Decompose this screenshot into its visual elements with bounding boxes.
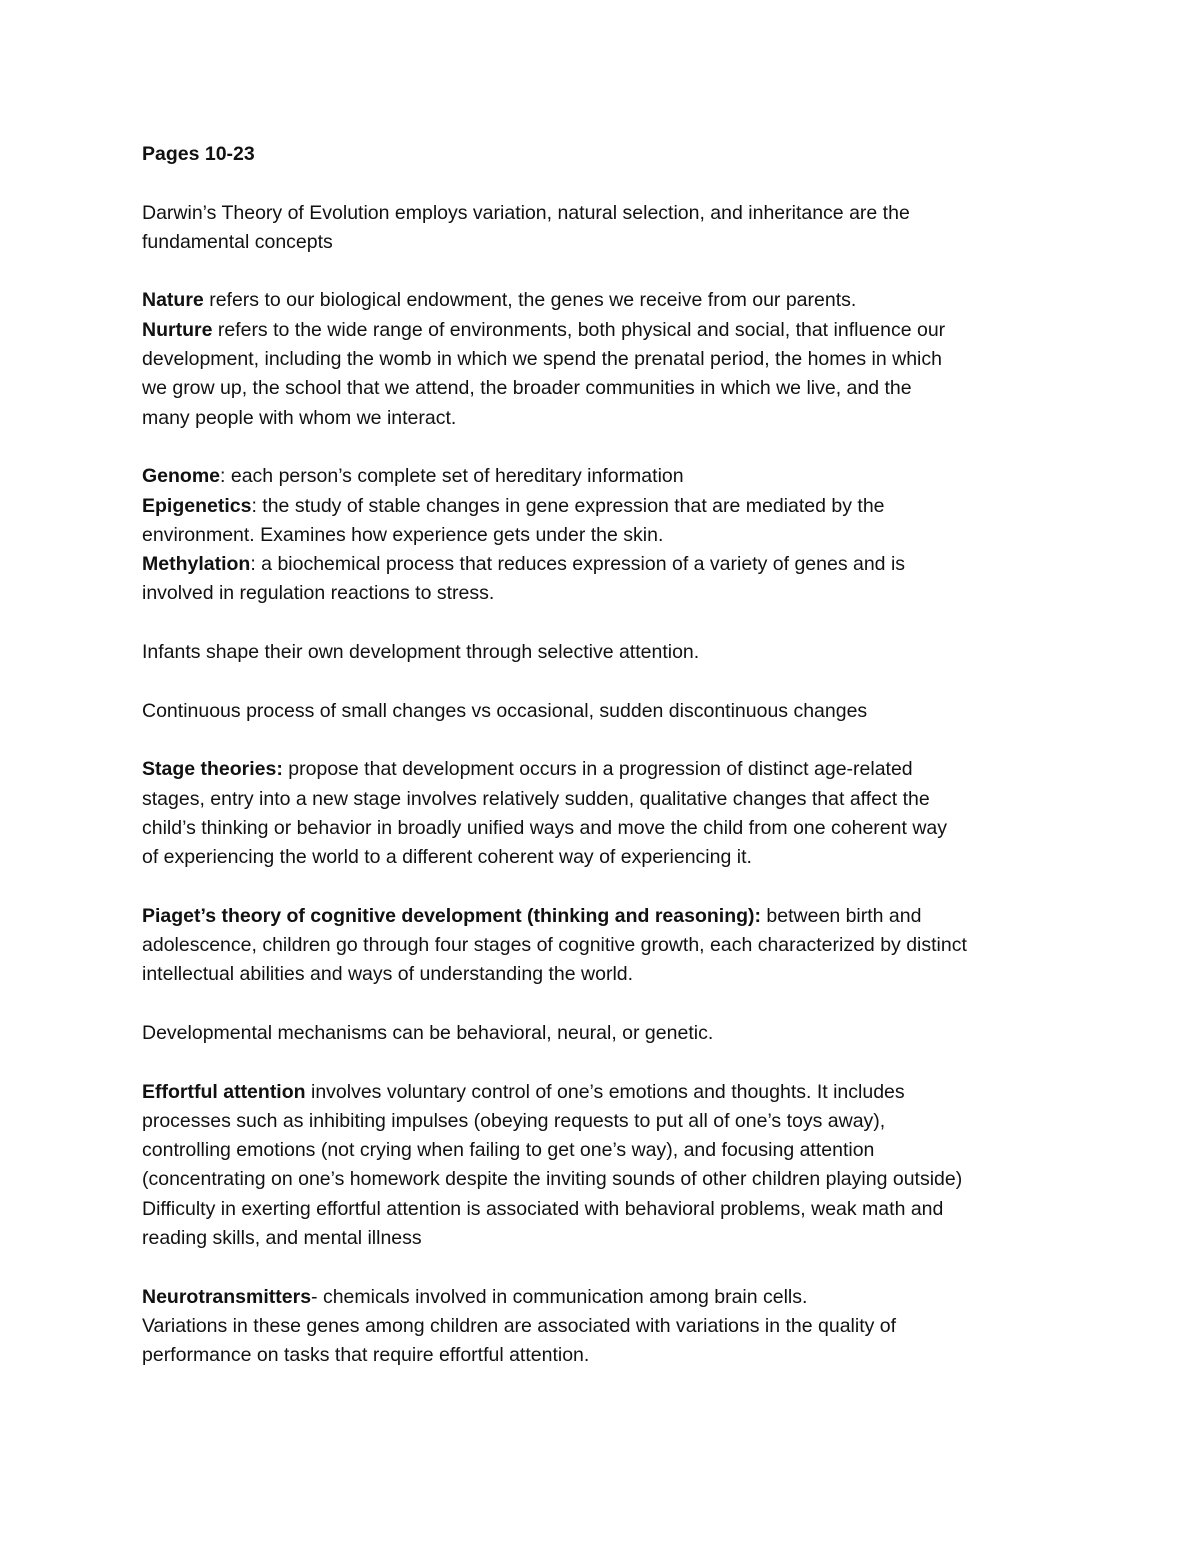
stage-theories-paragraph (142, 755, 1082, 872)
page-heading: Pages 10-23 (142, 143, 255, 165)
nature-term: Nature (142, 289, 204, 312)
piaget-line-1 (142, 902, 1082, 931)
mechanisms-line: Developmental mechanisms can be behavioral, neural, or genetic. (142, 1021, 714, 1044)
nurture-line-2: development, including the womb in which we spend the prenatal period, the homes in which (142, 348, 942, 371)
epigenetics-line-1 (142, 492, 1082, 521)
genome-term: Genome (142, 465, 221, 488)
neuro-definition-1: - chemicals involved in communication among brain cells. (311, 1285, 808, 1308)
continuous-line: Continuous process of small changes vs occasional, sudden discontinuous changes (142, 699, 868, 722)
nurture-line-3: we grow up, the school that we attend, the broader communities in which we live, and the (142, 377, 912, 400)
nature-nurture-paragraph (142, 286, 1082, 432)
methylation-line-2: involved in regulation reactions to stress. (142, 582, 495, 605)
effortful-attention-paragraph (142, 1078, 1082, 1254)
effortful-line-6: reading skills, and mental illness (142, 1226, 422, 1249)
mechanisms-paragraph (142, 1019, 1082, 1048)
piaget-term: Piaget’s theory of cognitive development (thinking and reasoning): (142, 904, 762, 927)
methylation-term: Methylation (142, 553, 251, 576)
stage-theories-term: Stage theories: (142, 758, 283, 781)
piaget-paragraph (142, 902, 1082, 990)
effortful-line-5: Difficulty in exerting effortful attention is associated with behavioral problems, weak math and (142, 1197, 944, 1220)
effortful-line-2: processes such as inhibiting impulses (obeying requests to put all of one’s toys away), (142, 1109, 886, 1132)
effortful-line-1 (142, 1078, 1082, 1107)
genome-line (142, 462, 1082, 491)
epigenetics-definition-1: : the study of stable changes in gene expression that are mediated by the (251, 494, 885, 517)
effortful-definition-1: involves voluntary control of one’s emotions and thoughts. It includes (305, 1080, 905, 1103)
stage-line-2: stages, entry into a new stage involves relatively sudden, qualitative changes that affect the (142, 787, 930, 810)
stage-line-3: child’s thinking or behavior in broadly unified ways and move the child from one coherent way (142, 816, 948, 839)
continuous-paragraph (142, 697, 1082, 726)
effortful-line-4: (concentrating on one’s homework despite the inviting sounds of other children playing outside) (142, 1168, 963, 1191)
darwin-paragraph (142, 199, 1082, 258)
piaget-line-2: adolescence, children go through four stages of cognitive growth, each characterized by distinct (142, 934, 967, 957)
epigenetics-line-2: environment. Examines how experience gets under the skin. (142, 523, 664, 546)
methylation-definition-1: : a biochemical process that reduces expression of a variety of genes and is (250, 553, 906, 576)
effortful-line-3: controlling emotions (not crying when failing to get one’s way), and focusing attention (142, 1139, 875, 1162)
nature-definition: refers to our biological endowment, the genes we receive from our parents. (203, 289, 857, 312)
neuro-line-1 (142, 1283, 1082, 1312)
methylation-line-1 (142, 550, 1082, 579)
infants-line: Infants shape their own development through selective attention. (142, 641, 700, 664)
effortful-attention-term: Effortful attention (142, 1080, 306, 1103)
genome-definition: : each person’s complete set of hereditary information (220, 465, 684, 488)
neurotransmitters-term: Neurotransmitters (142, 1285, 312, 1308)
nurture-definition-1: refers to the wide range of environments, both physical and social, that influence our (212, 318, 946, 341)
document-page (142, 140, 1082, 1400)
nurture-line-1 (142, 316, 1082, 345)
piaget-definition-1: between birth and (761, 904, 922, 927)
stage-line-1 (142, 755, 1082, 784)
piaget-line-3: intellectual abilities and ways of understanding the world. (142, 963, 634, 986)
neurotransmitters-paragraph (142, 1283, 1082, 1371)
genetics-paragraph (142, 462, 1082, 608)
nurture-term: Nurture (142, 318, 213, 341)
darwin-line-2: fundamental concepts (142, 230, 333, 253)
infants-paragraph (142, 638, 1082, 667)
neuro-line-2: Variations in these genes among children are associated with variations in the quality of (142, 1314, 897, 1337)
nature-line (142, 286, 1082, 315)
nurture-line-4: many people with whom we interact. (142, 406, 457, 429)
stage-definition-1: propose that development occurs in a progression of distinct age-related (282, 758, 913, 781)
darwin-line-1: Darwin’s Theory of Evolution employs variation, natural selection, and inheritance are the (142, 201, 910, 224)
stage-line-4: of experiencing the world to a different coherent way of experiencing it. (142, 846, 752, 869)
neuro-line-3: performance on tasks that require effortful attention. (142, 1344, 590, 1367)
epigenetics-term: Epigenetics (142, 494, 252, 517)
